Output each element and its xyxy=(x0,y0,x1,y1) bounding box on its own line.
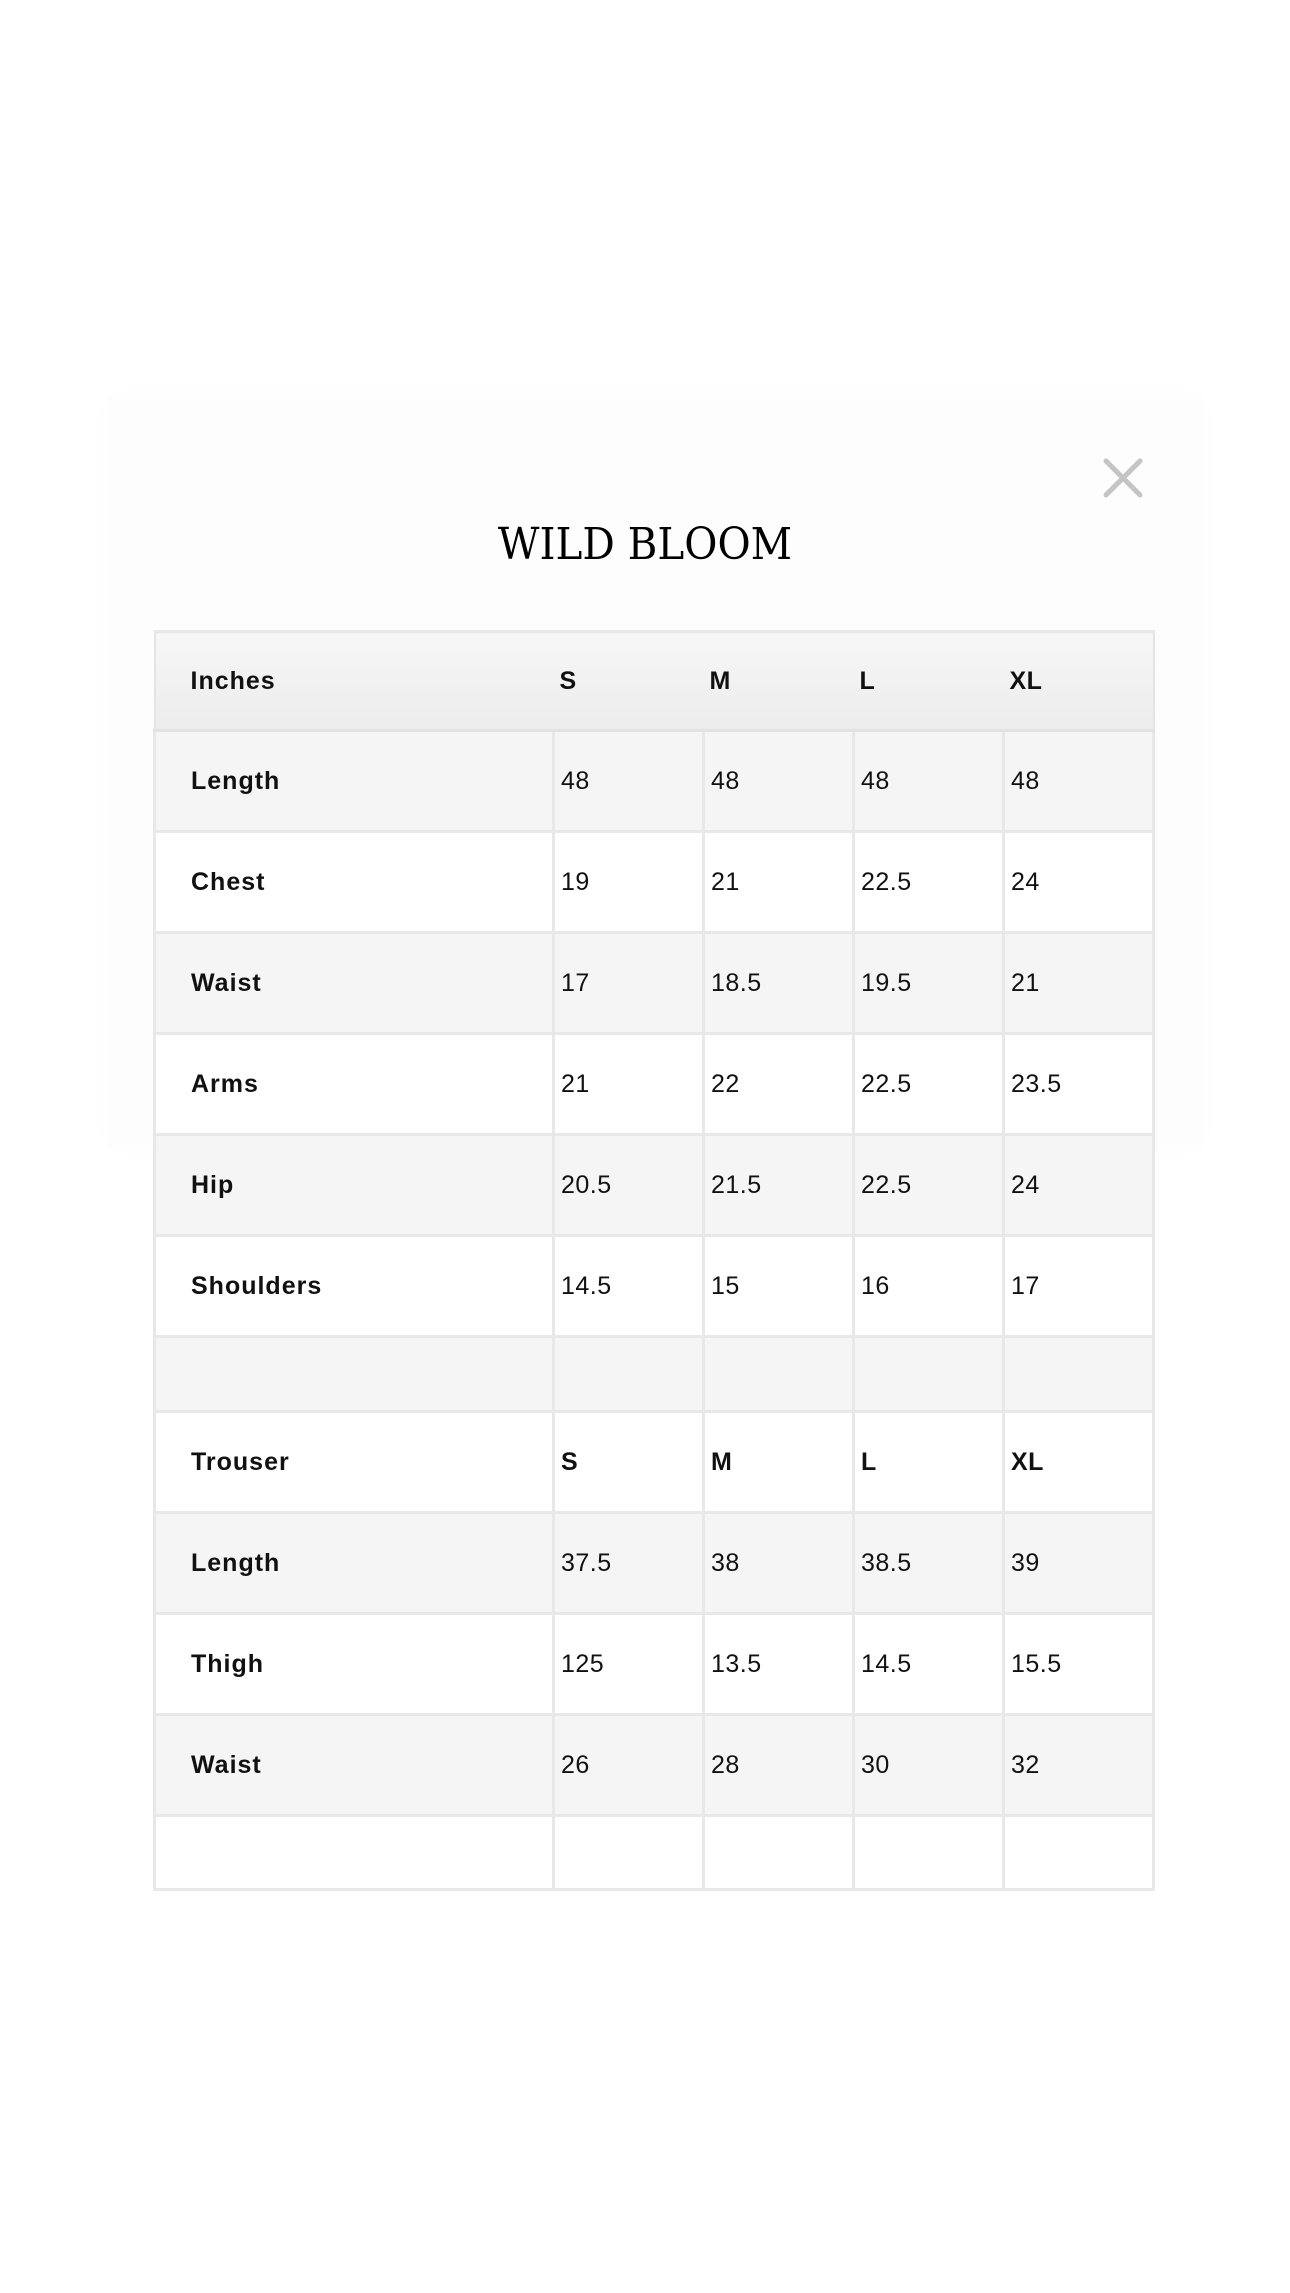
row-label: Chest xyxy=(155,832,554,933)
cell-value: 39 xyxy=(1004,1513,1154,1614)
cell-value: 15 xyxy=(704,1236,854,1337)
trouser-header-size-xl: XL xyxy=(1004,1412,1154,1513)
cell-value: 22.5 xyxy=(854,1135,1004,1236)
cell-value: 22.5 xyxy=(854,1034,1004,1135)
cell-value: 26 xyxy=(554,1715,704,1816)
empty-cell xyxy=(554,1816,704,1890)
trouser-header-size-m: M xyxy=(704,1412,854,1513)
empty-cell xyxy=(1004,1816,1154,1890)
cell-value: 48 xyxy=(854,731,1004,832)
header-size-m: M xyxy=(704,632,854,731)
row-label: Waist xyxy=(155,1715,554,1816)
cell-value: 24 xyxy=(1004,832,1154,933)
close-button[interactable] xyxy=(1100,455,1146,501)
cell-value: 22.5 xyxy=(854,832,1004,933)
empty-cell xyxy=(704,1337,854,1412)
trouser-header-size-l: L xyxy=(854,1412,1004,1513)
header-units: Inches xyxy=(155,632,554,731)
cell-value: 21.5 xyxy=(704,1135,854,1236)
cell-value: 13.5 xyxy=(704,1614,854,1715)
table-row-trouser-length xyxy=(155,1513,1154,1614)
row-label: Waist xyxy=(155,933,554,1034)
header-size-l: L xyxy=(854,632,1004,731)
empty-cell xyxy=(704,1816,854,1890)
table-row-chest xyxy=(155,832,1154,933)
cell-value: 48 xyxy=(554,731,704,832)
header-size-s: S xyxy=(554,632,704,731)
row-label: Hip xyxy=(155,1135,554,1236)
table-header-row xyxy=(155,632,1154,731)
cell-value: 32 xyxy=(1004,1715,1154,1816)
cell-value: 38.5 xyxy=(854,1513,1004,1614)
empty-cell xyxy=(155,1816,554,1890)
trouser-section-label: Trouser xyxy=(155,1412,554,1513)
cell-value: 17 xyxy=(1004,1236,1154,1337)
table-row-hip xyxy=(155,1135,1154,1236)
cell-value: 14.5 xyxy=(854,1614,1004,1715)
cell-value: 23.5 xyxy=(1004,1034,1154,1135)
modal-title: WILD BLOOM xyxy=(497,519,793,570)
cell-value: 21 xyxy=(1004,933,1154,1034)
cell-value: 15.5 xyxy=(1004,1614,1154,1715)
cell-value: 16 xyxy=(854,1236,1004,1337)
trouser-header-row xyxy=(155,1412,1154,1513)
cell-value: 30 xyxy=(854,1715,1004,1816)
empty-cell xyxy=(854,1337,1004,1412)
close-icon xyxy=(1100,455,1146,501)
cell-value: 14.5 xyxy=(554,1236,704,1337)
empty-cell xyxy=(554,1337,704,1412)
table-row-trouser-waist xyxy=(155,1715,1154,1816)
table-row-waist xyxy=(155,933,1154,1034)
cell-value: 125 xyxy=(554,1614,704,1715)
header-size-xl: XL xyxy=(1004,632,1154,731)
cell-value: 38 xyxy=(704,1513,854,1614)
cell-value: 37.5 xyxy=(554,1513,704,1614)
row-label: Arms xyxy=(155,1034,554,1135)
cell-value: 48 xyxy=(704,731,854,832)
empty-cell xyxy=(1004,1337,1154,1412)
size-chart-table xyxy=(153,630,1155,1891)
cell-value: 19 xyxy=(554,832,704,933)
table-row-empty xyxy=(155,1816,1154,1890)
cell-value: 24 xyxy=(1004,1135,1154,1236)
row-label: Length xyxy=(155,731,554,832)
table-row-spacer xyxy=(155,1337,1154,1412)
cell-value: 20.5 xyxy=(554,1135,704,1236)
empty-cell xyxy=(854,1816,1004,1890)
cell-value: 48 xyxy=(1004,731,1154,832)
table-row-shoulders xyxy=(155,1236,1154,1337)
cell-value: 21 xyxy=(554,1034,704,1135)
cell-value: 17 xyxy=(554,933,704,1034)
cell-value: 19.5 xyxy=(854,933,1004,1034)
cell-value: 22 xyxy=(704,1034,854,1135)
row-label: Length xyxy=(155,1513,554,1614)
table-row-length xyxy=(155,731,1154,832)
table-row-trouser-thigh xyxy=(155,1614,1154,1715)
table-row-arms xyxy=(155,1034,1154,1135)
trouser-header-size-s: S xyxy=(554,1412,704,1513)
row-label: Thigh xyxy=(155,1614,554,1715)
row-label: Shoulders xyxy=(155,1236,554,1337)
cell-value: 21 xyxy=(704,832,854,933)
cell-value: 28 xyxy=(704,1715,854,1816)
empty-cell xyxy=(155,1337,554,1412)
cell-value: 18.5 xyxy=(704,933,854,1034)
